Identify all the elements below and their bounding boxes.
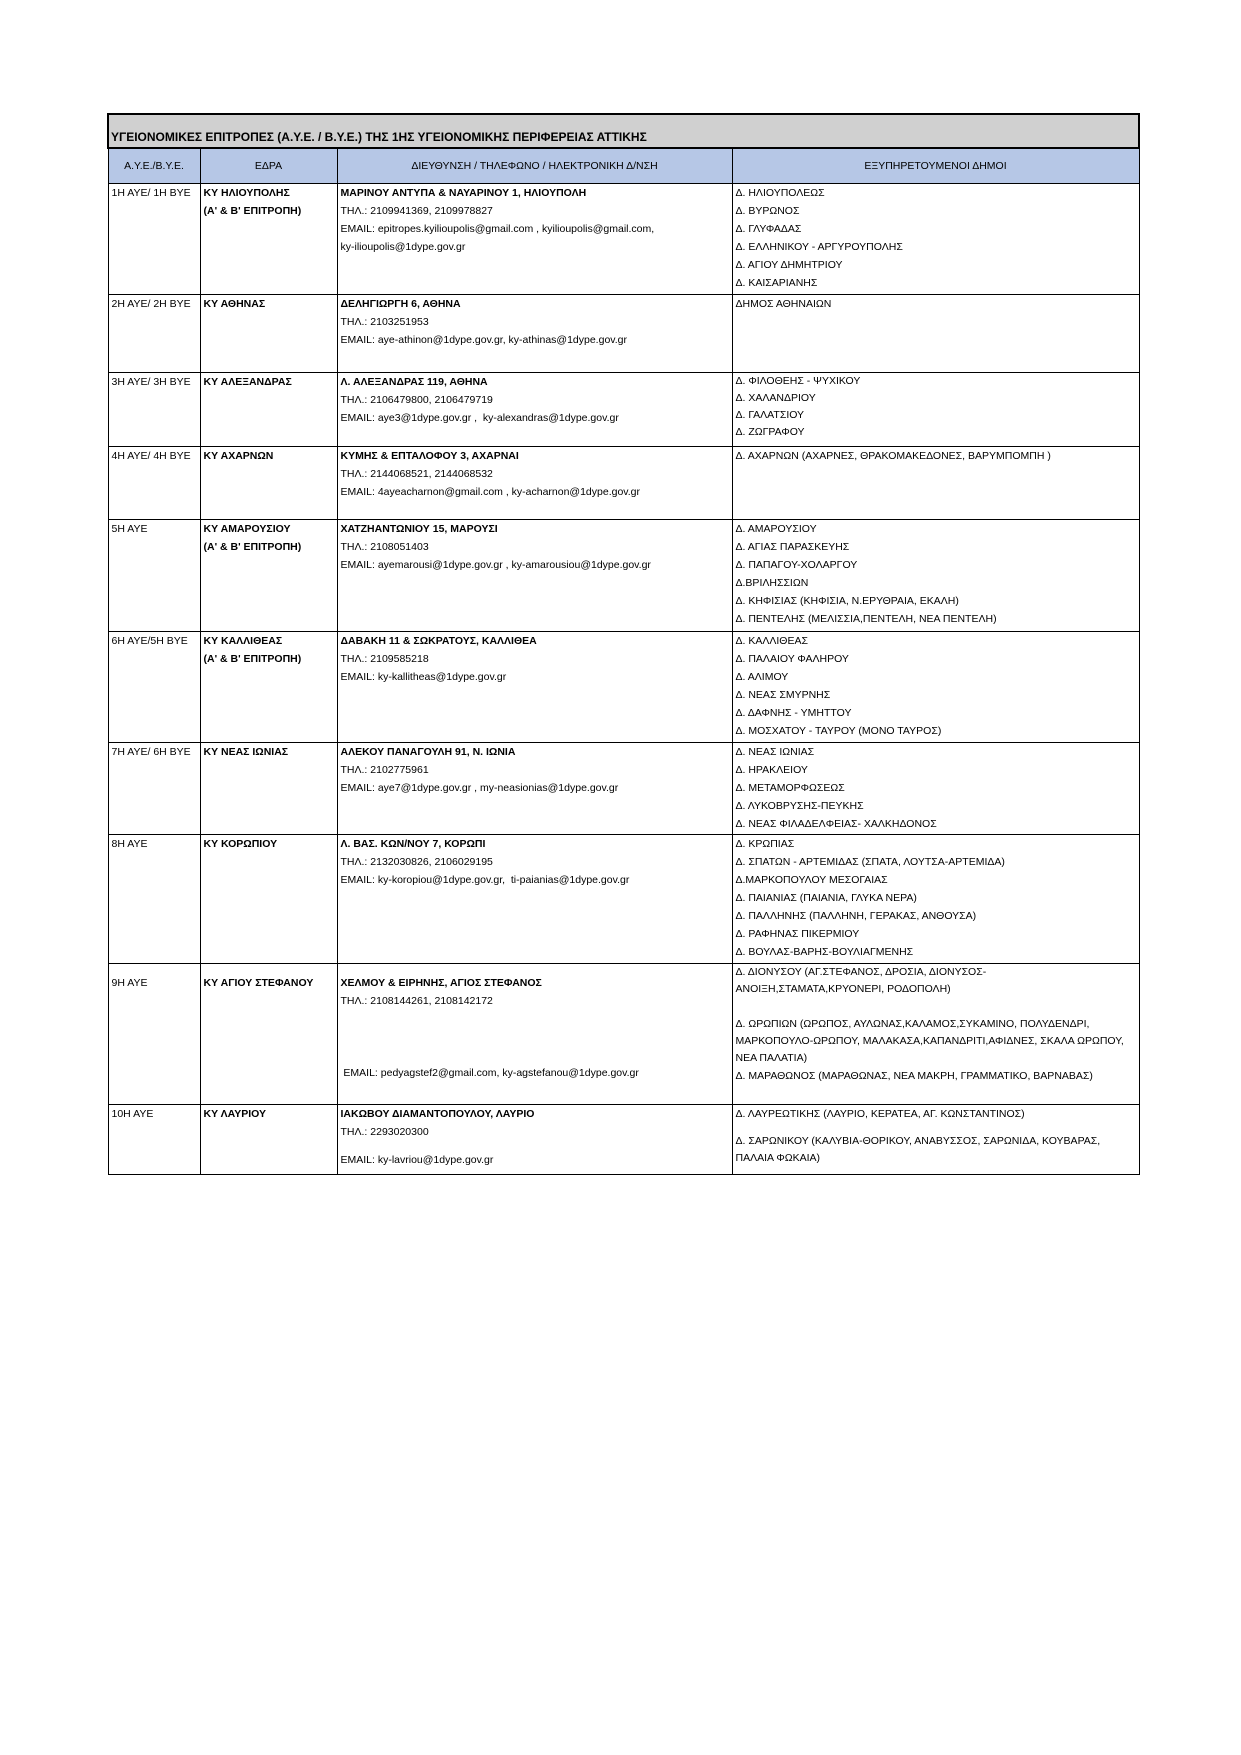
municipalities: Δ. ΑΜΑΡΟΥΣΙΟΥ Δ. ΑΓΙΑΣ ΠΑΡΑΣΚΕΥΗΣ Δ. ΠΑΠΑΓΟΥ-ΧΟΛΑΡΓΟΥ Δ.ΒΡΙΛΗΣΣΙΩΝ Δ. ΚΗΦΙΣΙΑΣ (ΚΗΦΙΣΙΑ, Ν.ΕΡΥΘΡΑΙΑ, ΕΚΑΛΗ) Δ. ΠΕΝΤΕΛΗΣ (ΜΕΛΙΣΣΙΑ,ΠΕΝΤΕΛΗ, ΝΕΑ ΠΕΝΤΕΛΗ)	[732, 520, 1139, 632]
address: ΔΑΒΑΚΗ 11 & ΣΩΚΡΑΤΟΥΣ, ΚΑΛΛΙΘΕΑ	[340, 635, 537, 647]
municipalities: Δ. ΗΛΙΟΥΠΟΛΕΩΣ Δ. ΒΥΡΩΝΟΣ Δ. ΓΛΥΦΑΔΑΣ Δ. ΕΛΛΗΝΙΚΟΥ - ΑΡΓΥΡΟΥΠΟΛΗΣ Δ. ΑΓΙΟΥ ΔΗΜΗΤΡΙΟΥ Δ. ΚΑΙΣΑΡΙΑΝΗΣ	[732, 184, 1139, 295]
column-header-municipalities: ΕΞΥΠΗΡΕΤΟΥΜΕΝΟΙ ΔΗΜΟΙ	[732, 148, 1139, 184]
email: EMAIL: ky-koropiou@1dype.gov.gr, ti-paianias@1dype.gov.gr	[340, 874, 630, 886]
municipalities: Δ. ΛΑΥΡΕΩΤΙΚΗΣ (ΛΑΥΡΙΟ, ΚΕΡΑΤΕΑ, ΑΓ. ΚΩΝΣΤΑΝΤΙΝΟΣ) Δ. ΣΑΡΩΝΙΚΟΥ (ΚΑΛΥΒΙΑ-ΘΟΡΙΚΟΥ, ΑΝΑΒΥΣΣΟΣ, ΣΑΡΩΝΙΔΑ, ΚΟΥΒΑΡΑΣ, ΠΑΛΑΙΑ ΦΩΚΑΙΑ)	[732, 1105, 1139, 1175]
email: EMAIL: ky-kallitheas@1dype.gov.gr	[340, 671, 507, 683]
committee-contact	[337, 184, 732, 295]
committee-seat: ΚΥ ΛΑΥΡΙΟΥ	[200, 1105, 337, 1175]
committee-seat: ΚΥ ΚΑΛΛΙΘΕΑΣ (Α' & Β' ΕΠΙΤΡΟΠΗ)	[200, 632, 337, 743]
phone: ΤΗΛ.: 2106479800, 2106479719	[340, 394, 493, 406]
committee-contact	[337, 743, 732, 835]
committee-contact	[337, 520, 732, 632]
email: EMAIL: ayemarousi@1dype.gov.gr , ky-amarousiou@1dype.gov.gr	[340, 559, 651, 571]
committee-code: 8Η ΑΥΕ	[108, 835, 200, 964]
email: EMAIL: 4ayeacharnon@gmail.com , ky-acharnon@1dype.gov.gr	[340, 486, 641, 498]
address: ΧΕΛΜΟΥ & ΕΙΡΗΝΗΣ, ΑΓΙΟΣ ΣΤΕΦΑΝΟΣ	[340, 977, 542, 989]
email: EMAIL: ky-lavriou@1dype.gov.gr	[340, 1154, 494, 1166]
address: ΔΕΛΗΓΙΩΡΓΗ 6, ΑΘΗΝΑ	[340, 298, 461, 310]
table-row	[108, 447, 1139, 520]
table-row	[108, 295, 1139, 373]
phone: ΤΗΛ.: 2144068521, 2144068532	[340, 468, 493, 480]
committee-seat: ΚΥ ΝΕΑΣ ΙΩΝΙΑΣ	[200, 743, 337, 835]
committee-seat: ΚΥ ΗΛΙΟΥΠΟΛΗΣ (Α' & Β' ΕΠΙΤΡΟΠΗ)	[200, 184, 337, 295]
email: ky-ilioupolis@1dype.gov.gr	[340, 241, 466, 253]
column-header-code: Α.Υ.Ε./Β.Υ.Ε.	[108, 148, 200, 184]
municipalities: Δ. ΚΑΛΛΙΘΕΑΣ Δ. ΠΑΛΑΙΟΥ ΦΑΛΗΡΟΥ Δ. ΑΛΙΜΟΥ Δ. ΝΕΑΣ ΣΜΥΡΝΗΣ Δ. ΔΑΦΝΗΣ - ΥΜΗΤΤΟΥ Δ. ΜΟΣΧΑΤΟΥ - ΤΑΥΡΟΥ (ΜΟΝΟ ΤΑΥΡΟΣ)	[732, 632, 1139, 743]
committee-seat: ΚΥ ΚΟΡΩΠΙΟΥ	[200, 835, 337, 964]
address: ΑΛΕΚΟΥ ΠΑΝΑΓΟΥΛΗ 91, Ν. ΙΩΝΙΑ	[340, 746, 516, 758]
municipalities: Δ. ΝΕΑΣ ΙΩΝΙΑΣ Δ. ΗΡΑΚΛΕΙΟΥ Δ. ΜΕΤΑΜΟΡΦΩΣΕΩΣ Δ. ΛΥΚΟΒΡΥΣΗΣ-ΠΕΥΚΗΣ Δ. ΝΕΑΣ ΦΙΛΑΔΕΛΦΕΙΑΣ- ΧΑΛΚΗΔΟΝΟΣ	[732, 743, 1139, 835]
email: EMAIL: pedyagstef2@gmail.com, ky-agstefanou@1dype.gov.gr	[340, 1067, 639, 1079]
committee-seat: ΚΥ ΑΓΙΟΥ ΣΤΕΦΑΝΟΥ	[200, 964, 337, 1105]
table-row	[108, 184, 1139, 295]
address: ΜΑΡΙΝΟΥ ΑΝΤΥΠΑ & ΝΑΥΑΡΙΝΟΥ 1, ΗΛΙΟΥΠΟΛΗ	[340, 187, 587, 199]
email: EMAIL: aye-athinon@1dype.gov.gr, ky-athinas@1dype.gov.gr	[340, 334, 628, 346]
address: ΙΑΚΩΒΟΥ ΔΙΑΜΑΝΤΟΠΟΥΛΟΥ, ΛΑΥΡΙΟ	[340, 1108, 535, 1120]
table-title: ΥΓΕΙΟΝΟΜΙΚΕΣ ΕΠΙΤΡΟΠΕΣ (Α.Υ.Ε. / Β.Υ.Ε.) ΤΗΣ 1ΗΣ ΥΓΕΙΟΝΟΜΙΚΗΣ ΠΕΡΙΦΕΡΕΙΑΣ ΑΤΤΙΚΗΣ	[108, 114, 1139, 148]
committee-seat: ΚΥ ΑΘΗΝΑΣ	[200, 295, 337, 373]
table-row	[108, 520, 1139, 632]
table-row	[108, 373, 1139, 447]
address: Λ. ΑΛΕΞΑΝΔΡΑΣ 119, ΑΘΗΝΑ	[340, 376, 488, 388]
email: EMAIL: aye7@1dype.gov.gr , my-neasionias@1dype.gov.gr	[340, 782, 619, 794]
municipalities: Δ. ΑΧΑΡΝΩΝ (ΑΧΑΡΝΕΣ, ΘΡΑΚΟΜΑΚΕΔΟΝΕΣ, ΒΑΡΥΜΠΟΜΠΗ )	[732, 447, 1139, 520]
phone: ΤΗΛ.: 2102775961	[340, 764, 429, 776]
table-row	[108, 743, 1139, 835]
address: ΚΥΜΗΣ & ΕΠΤΑΛΟΦΟΥ 3, ΑΧΑΡΝΑΙ	[340, 450, 519, 462]
address: Λ. ΒΑΣ. ΚΩΝ/ΝΟΥ 7, ΚΟΡΩΠΙ	[340, 838, 486, 850]
table-row	[108, 964, 1139, 1105]
committee-contact	[337, 373, 732, 447]
email: EMAIL: epitropes.kyilioupolis@gmail.com , kyilioupolis@gmail.com,	[340, 223, 655, 235]
committee-code: 5Η ΑΥΕ	[108, 520, 200, 632]
committee-contact	[337, 447, 732, 520]
committee-contact	[337, 295, 732, 373]
table-row	[108, 632, 1139, 743]
committee-code: 4Η ΑΥΕ/ 4Η ΒΥΕ	[108, 447, 200, 520]
committee-seat: ΚΥ ΑΧΑΡΝΩΝ	[200, 447, 337, 520]
phone: ΤΗΛ.: 2132030826, 2106029195	[340, 856, 493, 868]
committee-contact	[337, 964, 732, 1105]
committee-seat: ΚΥ ΑΜΑΡΟΥΣΙΟΥ (Α' & Β' ΕΠΙΤΡΟΠΗ)	[200, 520, 337, 632]
committee-code: 7Η ΑΥΕ/ 6Η ΒΥΕ	[108, 743, 200, 835]
phone: ΤΗΛ.: 2109585218	[340, 653, 429, 665]
municipalities: Δ. ΚΡΩΠΙΑΣ Δ. ΣΠΑΤΩΝ - ΑΡΤΕΜΙΔΑΣ (ΣΠΑΤΑ, ΛΟΥΤΣΑ-ΑΡΤΕΜΙΔΑ) Δ.ΜΑΡΚΟΠΟΥΛΟΥ ΜΕΣΟΓΑΙΑΣ Δ. ΠΑΙΑΝΙΑΣ (ΠΑΙΑΝΙΑ, ΓΛΥΚΑ ΝΕΡΑ) Δ. ΠΑΛΛΗΝΗΣ (ΠΑΛΛΗΝΗ, ΓΕΡΑΚΑΣ, ΑΝΘΟΥΣΑ) Δ. ΡΑΦΗΝΑΣ ΠΙΚΕΡΜΙΟΥ Δ. ΒΟΥΛΑΣ-ΒΑΡΗΣ-ΒΟΥΛΙΑΓΜΕΝΗΣ	[732, 835, 1139, 964]
municipalities: ΔΗΜΟΣ ΑΘΗΝΑΙΩΝ	[732, 295, 1139, 373]
table-row	[108, 1105, 1139, 1175]
phone: ΤΗΛ.: 2293020300	[340, 1126, 429, 1138]
table-row	[108, 835, 1139, 964]
committee-code: 10Η ΑΥΕ	[108, 1105, 200, 1175]
email: EMAIL: aye3@1dype.gov.gr , ky-alexandras@1dype.gov.gr	[340, 412, 619, 424]
committee-code: 6Η ΑΥΕ/5Η ΒΥΕ	[108, 632, 200, 743]
committee-code: 9Η ΑΥΕ	[108, 964, 200, 1105]
address: ΧΑΤΖΗΑΝΤΩΝΙΟΥ 15, ΜΑΡΟΥΣΙ	[340, 523, 498, 535]
phone: ΤΗΛ.: 2108144261, 2108142172	[340, 995, 493, 1007]
municipalities: Δ. ΦΙΛΟΘΕΗΣ - ΨΥΧΙΚΟΥ Δ. ΧΑΛΑΝΔΡΙΟΥ Δ. ΓΑΛΑΤΣΙΟΥ Δ. ΖΩΓΡΑΦΟΥ	[732, 373, 1139, 447]
committee-contact	[337, 835, 732, 964]
committee-contact	[337, 1105, 732, 1175]
phone: ΤΗΛ.: 2103251953	[340, 316, 429, 328]
committee-seat: ΚΥ ΑΛΕΞΑΝΔΡΑΣ	[200, 373, 337, 447]
column-header-seat: ΕΔΡΑ	[200, 148, 337, 184]
committee-code: 1Η ΑΥΕ/ 1Η ΒΥΕ	[108, 184, 200, 295]
phone: ΤΗΛ.: 2109941369, 2109978827	[340, 205, 493, 217]
committee-code: 3Η ΑΥΕ/ 3Η ΒΥΕ	[108, 373, 200, 447]
municipalities: Δ. ΔΙΟΝΥΣΟΥ (ΑΓ.ΣΤΕΦΑΝΟΣ, ΔΡΟΣΙΑ, ΔΙΟΝΥΣΟΣ- ΑΝΟΙΞΗ,ΣΤΑΜΑΤΑ,ΚΡΥΟΝΕΡΙ, ΡΟΔΟΠΟΛΗ) Δ. ΩΡΩΠΙΩΝ (ΩΡΩΠΟΣ, ΑΥΛΩΝΑΣ,ΚΑΛΑΜΟΣ,ΣΥΚΑΜΙΝΟ, ΠΟΛΥΔΕΝΔΡΙ, ΜΑΡΚΟΠΟΥΛΟ-ΩΡΩΠΟΥ, ΜΑΛΑΚΑΣΑ,ΚΑΠΑΝΔΡΙΤΙ,ΑΦΙΔΝΕΣ, ΣΚΑΛΑ ΩΡΩΠΟΥ, ΝΕΑ ΠΑΛΑΤΙΑ) Δ. ΜΑΡΑΘΩΝΟΣ (ΜΑΡΑΘΩΝΑΣ, ΝΕΑ ΜΑΚΡΗ, ΓΡΑΜΜΑΤΙΚΟ, ΒΑΡΝΑΒΑΣ)	[732, 964, 1139, 1105]
committee-code: 2Η ΑΥΕ/ 2Η ΒΥΕ	[108, 295, 200, 373]
committee-contact	[337, 632, 732, 743]
committees-table	[107, 113, 1140, 1175]
phone: ΤΗΛ.: 2108051403	[340, 541, 429, 553]
column-header-contact: ΔΙΕΥΘΥΝΣΗ / ΤΗΛΕΦΩΝΟ / ΗΛΕΚΤΡΟΝΙΚΗ Δ/ΝΣΗ	[337, 148, 732, 184]
